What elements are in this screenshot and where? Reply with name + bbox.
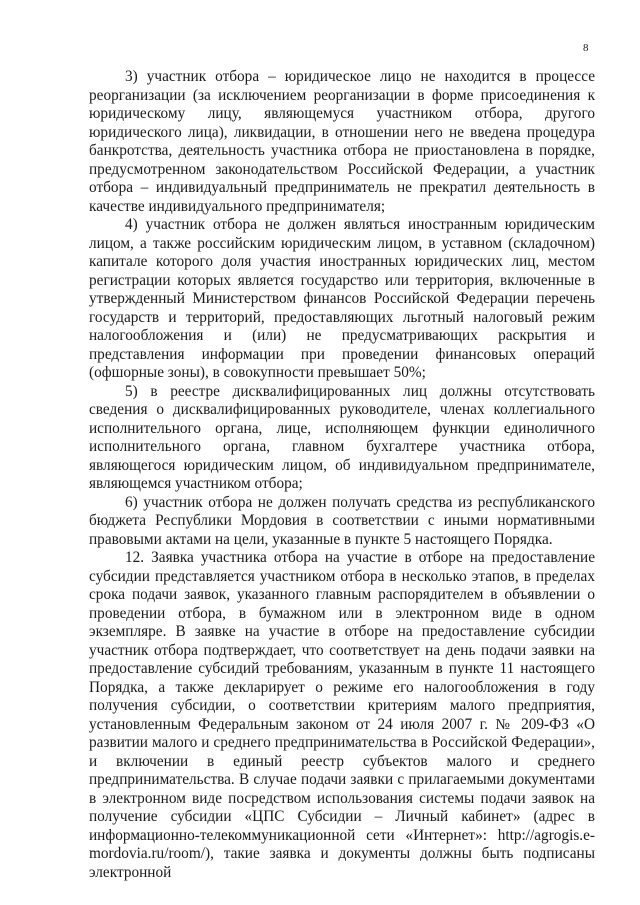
paragraph-item-5: 5) в реестре дисквалифицированных лиц должны отсутствовать сведения о дисквалифицированных руководителе, членах коллегиального исполнительного органа, лице, исполняющем функции единоличного исполнительного органа, главном бухгалтере участника отбора, являющегося юридическим лицом, об индивидуальном предпринимателе, являющемся участником отбора;: [89, 382, 595, 492]
paragraph-item-3: 3) участник отбора – юридическое лицо не находится в процессе реорганизации (за исключением реорганизации в форме присоединения к юридическому лицу, являющемуся участником отбора, другого юридического лица), ликвидации, в отношении него не введена процедура банкротства, деятельность участника отбора не приостановлена в порядке, предусмотренном законодательством Российской Федерации, а участник отбора – индивидуальный предприниматель не прекратил деятельность в качестве индивидуального предпринимателя;: [89, 68, 595, 215]
page-number: 8: [583, 42, 589, 54]
paragraph-item-6: 6) участник отбора не должен получать средства из республиканского бюджета Республики Мордовия в соответствии с иными нормативными правовыми актами на цели, указанные в пункте 5 настоящего Порядка.: [89, 493, 595, 548]
document-body: [89, 68, 595, 882]
paragraph-section-12: 12. Заявка участника отбора на участие в отборе на предоставление субсидии представляется участником отбора в несколько этапов, в пределах срока подачи заявок, указанного главным распорядителем в объявлении о проведении отбора, в бумажном или в электронном виде в одном экземпляре. В заявке на участие в отборе на предоставление субсидии участник отбора подтверждает, что соответствует на день подачи заявки на предоставление субсидий требованиям, указанным в пункте 11 настоящего Порядка, а также декларирует о режиме его налогообложения в году получения субсидии, о соответствии критериям малого предприятия, установленным Федеральным законом от 24 июля 2007 г. № 209-ФЗ «О развитии малого и среднего предпринимательства в Российской Федерации», и включении в единый реестр субъектов малого и среднего предпринимательства. В случае подачи заявки с прилагаемыми документами в электронном виде посредством использования системы подачи заявок на получение субсидии «ЦПС Субсидии – Личный кабинет» (адрес в информационно-телекоммуникационной сети «Интернет»: http://agrogis.e-mordovia.ru/room/), такие заявка и документы должны быть подписаны электронной: [89, 549, 595, 881]
paragraph-item-4: 4) участник отбора не должен являться иностранным юридическим лицом, а также российским юридическим лицом, в уставном (складочном) капитале которого доля участия иностранных юридических лиц, местом регистрации которых является государство или территория, включенные в утвержденный Министерством финансов Российской Федерации перечень государств и территорий, предоставляющих льготный налоговый режим налогообложения и (или) не предусматривающих раскрытия и представления информации при проведении финансовых операций (офшорные зоны), в совокупности превышает 50%;: [89, 216, 595, 381]
